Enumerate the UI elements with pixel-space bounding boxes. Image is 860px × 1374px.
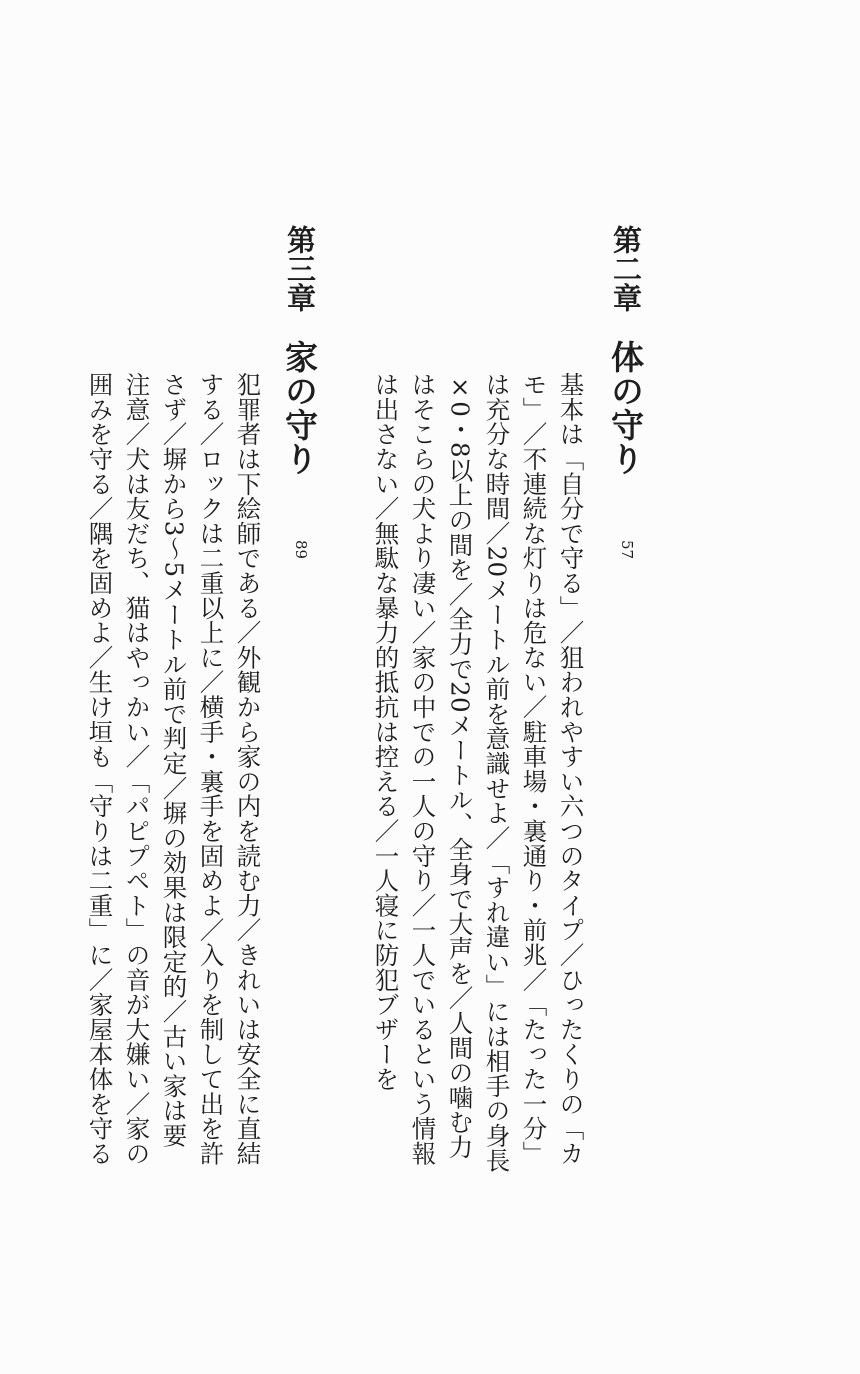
chapter-2-title: 体の守り: [606, 340, 645, 476]
chapter-3-line: 犯罪者は下絵師である／外観から家の内を読む力／きれいは安全に直結: [233, 372, 263, 1166]
chapter-2-line: は充分な時間／20メートル前を意識せよ／「すれ違い」には相手の身長: [482, 372, 512, 1173]
chapter-3-line: 囲みを守る／隅を固めよ／生け垣も「守りは二重」に／家屋本体を守る: [85, 372, 115, 1166]
chapter-2-line: は出さない／無駄な暴力的抵抗は控える／一人寝に防犯ブザーを: [371, 372, 401, 1092]
chapter-3-label: 第三章: [283, 225, 317, 312]
chapter-3-line: さず／塀から3〜5メートル前で判定／塀の効果は限定的／古い家は要: [159, 372, 189, 1148]
chapter-3-page-number: 89: [292, 540, 310, 560]
chapter-2-page-number: 57: [618, 540, 636, 560]
chapter-2-line: ×0・8以上の間を／全力で20メートル、全身で大声を／人間の噛む力: [445, 372, 475, 1160]
chapter-2-line: モ」／不連続な灯りは危ない／駐車場・裏通り・前兆／「たった一分」: [519, 372, 549, 1166]
chapter-2-line: 基本は「自分で守る」／狙われやすい六つのタイプ／ひったくりの「カ: [556, 372, 586, 1166]
chapter-3-line: 注意／犬は友だち、猫はやっかい／「パピプペト」の音が大嫌い／家の: [122, 372, 152, 1166]
chapter-2-label: 第二章: [609, 225, 643, 312]
chapter-3-line: する／ロックは二重以上に／横手・裏手を固めよ／入りを制して出を許: [196, 372, 226, 1166]
chapter-3-title: 家の守り: [280, 340, 319, 476]
chapter-2-line: はそこらの犬より凄い／家の中での一人の守り／一人でいるという情報: [408, 372, 438, 1166]
